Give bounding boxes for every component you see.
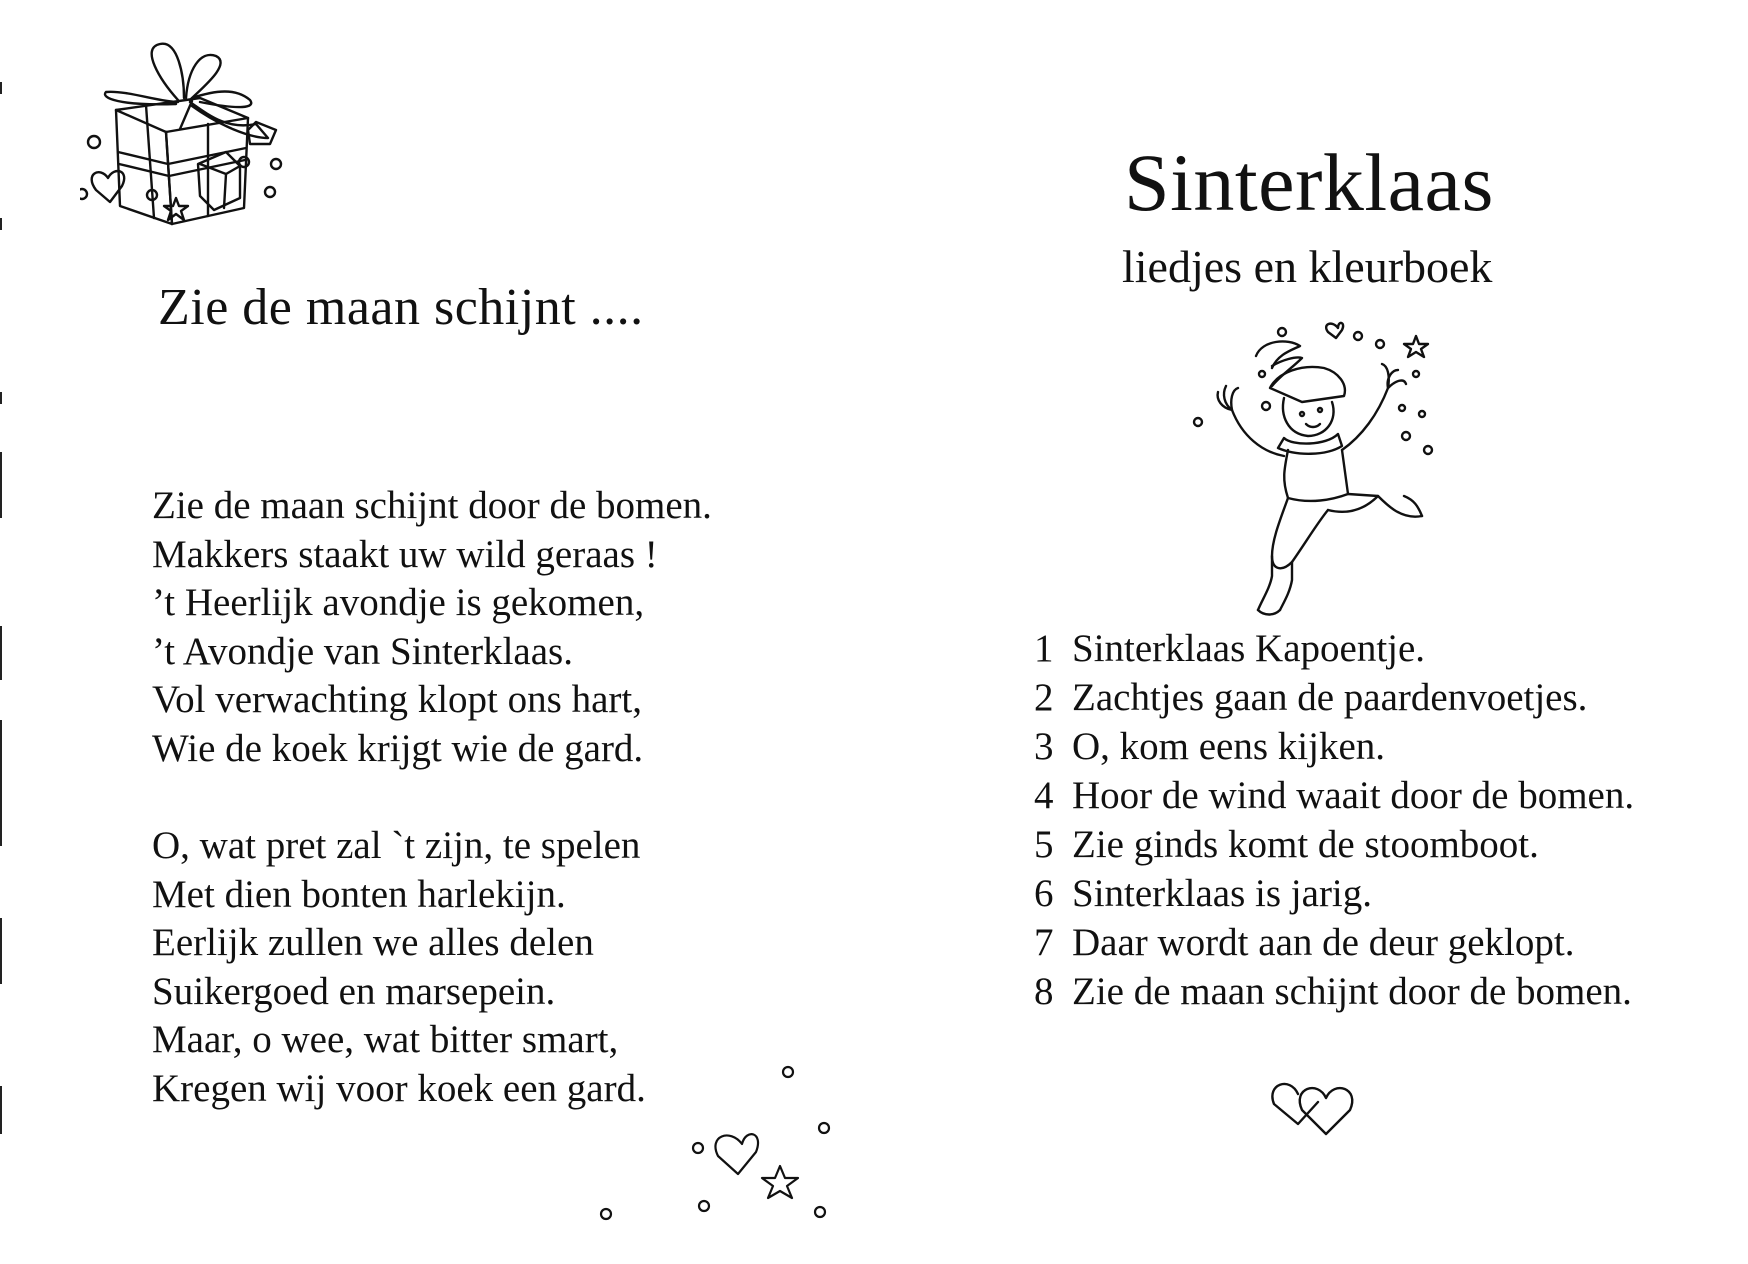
book-subtitle: liedjes en kleurboek [1122,241,1493,292]
toc-number: 8 [1034,970,1054,1013]
verse-line: Kregen wij voor koek een gard. [152,1066,646,1110]
verse-line: Maar, o wee, wat bitter smart, [152,1018,619,1061]
song-title: Zie de maan schijnt .... [158,279,644,336]
toc-number: 5 [1034,823,1054,866]
toc-title: Zie ginds komt de stoomboot. [1072,823,1539,866]
heart-icon [715,1134,758,1174]
book-title: Sinterklaas [1124,137,1494,228]
verse-line: Wie de koek krijgt wie de gard. [152,726,644,770]
verse-line: Suikergoed en marsepein. [152,969,556,1013]
toc-item [1034,771,1634,820]
star-icon [762,1166,798,1198]
toc-number: 1 [1034,627,1054,670]
toc-item [1034,673,1634,722]
verse-line: O, wat pret zal `t zijn, te spelen [152,824,641,867]
verse-line: Met dien bonten harlekijn. [152,872,566,916]
jester-icon [1192,310,1452,620]
toc-item [1034,722,1634,771]
toc-title: O, kom eens kijken. [1072,725,1386,768]
verse-line: Makkers staakt uw wild geraas ! [152,532,658,576]
verse-line: ’t Heerlijk avondje is gekomen, [152,581,645,624]
toc-number: 4 [1034,774,1054,817]
toc-item [1034,967,1634,1016]
toc-title: Sinterklaas is jarig. [1072,872,1373,915]
toc-item [1034,624,1634,673]
toc-title: Zachtjes gaan de paardenvoetjes. [1072,676,1588,719]
toc-title: Hoor de wind waait door de bomen. [1072,774,1635,817]
toc-number: 7 [1034,921,1054,964]
toc-item [1034,918,1634,967]
table-of-contents [1034,624,1634,1016]
verse-line: ’t Avondje van Sinterklaas. [152,629,573,673]
toc-number: 6 [1034,872,1054,915]
verse-line: Vol verwachting klopt ons hart, [152,678,642,721]
stanza [152,482,712,773]
gift-icon [80,40,290,250]
toc-number: 3 [1034,725,1054,768]
verse-line: Eerlijk zullen we alles delen [152,921,594,964]
verse-line: Zie de maan schijnt door de bomen. [152,484,712,527]
toc-number: 2 [1034,676,1054,719]
toc-title: Daar wordt aan de deur geklopt. [1072,921,1575,964]
toc-item [1034,820,1634,869]
stanza [152,822,646,1113]
hearts-icon [1268,1070,1368,1160]
toc-item [1034,869,1634,918]
toc-title: Zie de maan schijnt door de bomen. [1072,970,1632,1013]
heart-star-decoration [580,1060,840,1240]
toc-title: Sinterklaas Kapoentje. [1072,627,1426,670]
